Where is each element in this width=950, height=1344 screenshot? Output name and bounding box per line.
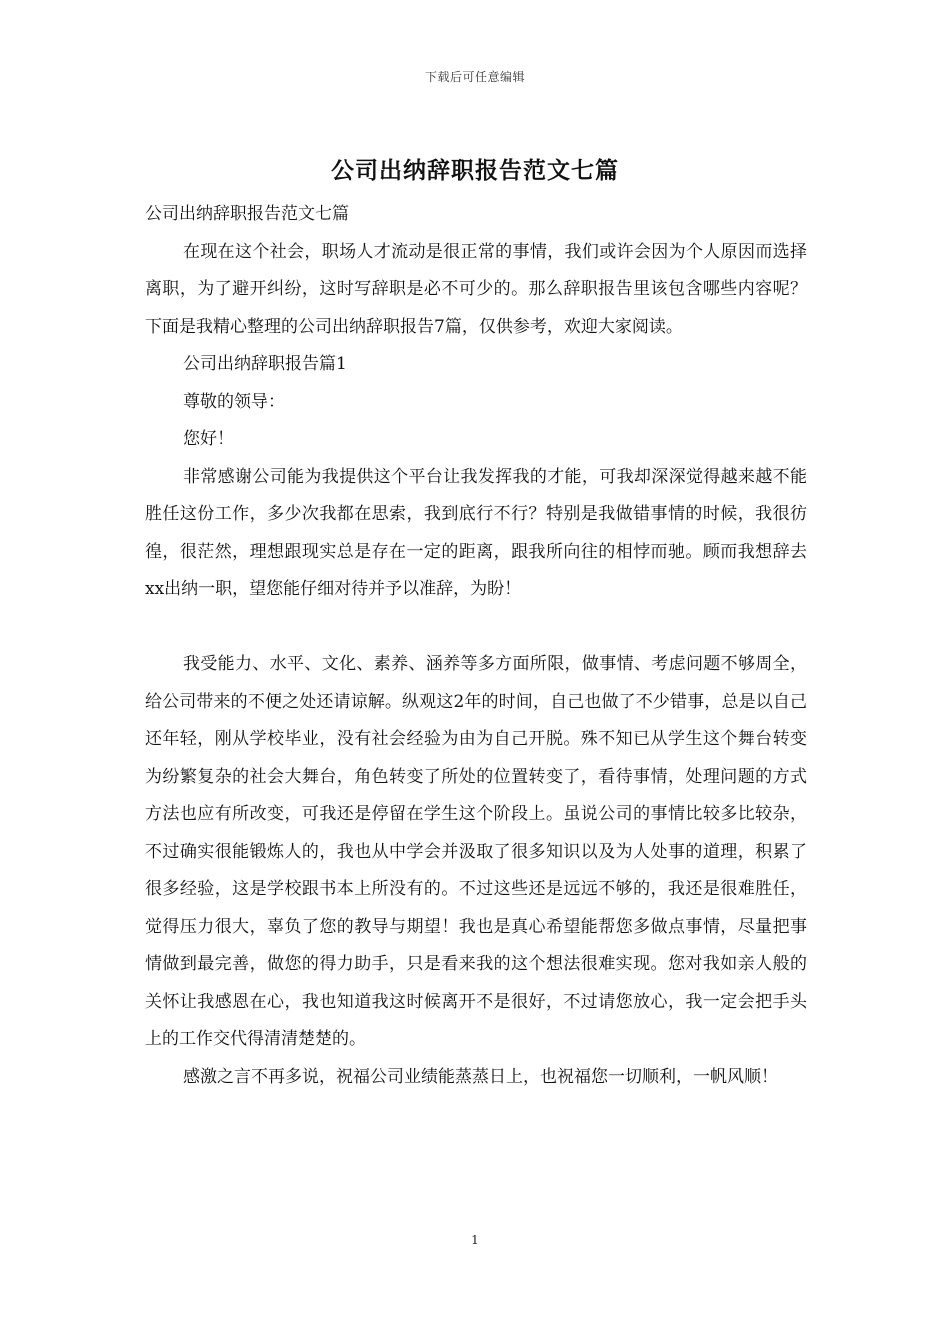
greeting: 您好！ <box>183 429 234 449</box>
body-paragraph-2: 我受能力、水平、文化、素养、涵养等多方面所限，做事情、考虑问题不够周全，给公司带来的不便之处还请谅解。纵观这2年的时间，自己也做了不少错事，总是以自己还年轻，刚从学校毕业，没有社会经验为由为自己开脱。殊不知已从学生这个舞台转变为纷繁复杂的社会大舞台，角色转变了所处的位置转变了，看待事情，处理问题的方式方法也应有所改变，可我还是停留在学生这个阶段上。虽说公司的事情比较多比较杂，不过确实很能锻炼人的，我也从中学会并汲取了很多知识以及为人处事的道理，积累了很多经验，这是学校跟书本上所没有的。不过这些还是远远不够的，我还是很难胜任，觉得压力很大，辜负了您的教导与期望！我也是真心希望能帮您多做点事情，尽量把事情做到最完善，做您的得力助手，只是看来我的这个想法很难实现。您对我如亲人般的关怀让我感恩在心，我也知道我这时候离开不是很好，不过请您放心，我一定会把手头上的工作交代得清清楚楚的。 <box>145 654 807 1049</box>
header-note: 下载后可任意编辑 <box>424 70 525 84</box>
section-heading: 公司出纳辞职报告篇1 <box>183 354 347 374</box>
body-paragraph-1: 非常感谢公司能为我提供这个平台让我发挥我的才能，可我却深深觉得越来越不能胜任这份工作，多少次我都在思索，我到底行不行？特别是我做错事情的时候，我很彷徨，很茫然，理想跟现实总是存在一定的距离，跟我所向往的相悖而驰。顾而我想辞去xx出纳一职，望您能仔细对待并予以准辞，为盼！ <box>145 466 807 599</box>
intro-paragraph: 在现在这个社会，职场人才流动是很正常的事情，我们或许会因为个人原因而选择离职，为了避开纠纷，这时写辞职是必不可少的。那么辞职报告里该包含哪些内容呢？下面是我精心整理的公司出纳辞职报告7篇，仅供参考，欢迎大家阅读。 <box>145 241 807 337</box>
document-title: 公司出纳辞职报告范文七篇 <box>331 157 619 184</box>
page-number: 1 <box>471 1233 479 1247</box>
salutation: 尊敬的领导： <box>183 391 285 412</box>
document-subtitle: 公司出纳辞职报告范文七篇 <box>145 204 349 224</box>
document-body <box>145 196 807 1096</box>
body-paragraph-3: 感激之言不再多说，祝福公司业绩能蒸蒸日上，也祝福您一切顺利，一帆风顺！ <box>183 1066 778 1087</box>
